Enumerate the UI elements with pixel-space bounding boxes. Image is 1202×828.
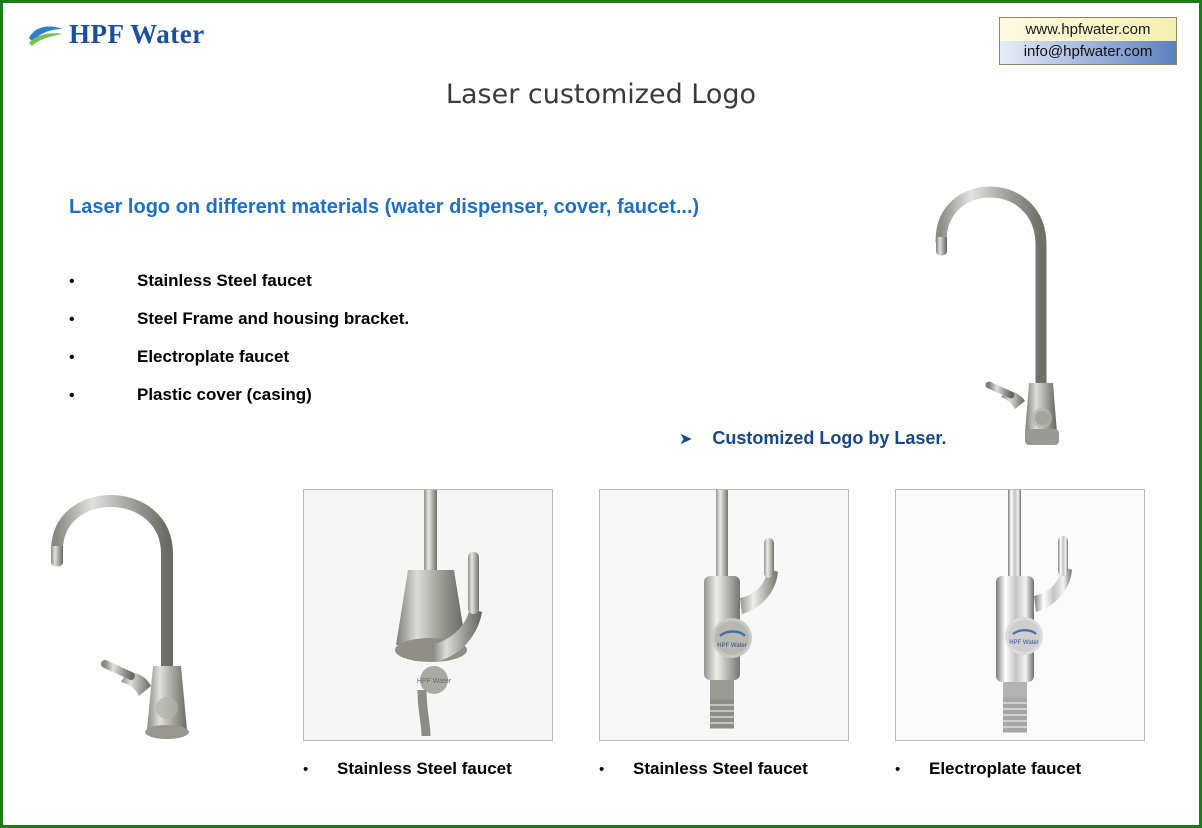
photo-card	[599, 489, 847, 779]
photo-caption	[895, 759, 1143, 779]
stainless-steel-faucet-photo-2	[599, 489, 849, 741]
list-item	[69, 385, 629, 405]
photo-caption	[303, 759, 551, 779]
photo-caption-text: Electroplate faucet	[929, 759, 1082, 778]
svg-text:HPF Water: HPF Water	[1009, 640, 1039, 646]
arrow-bullet-icon: ➤	[679, 431, 693, 448]
list-item-label: Stainless Steel faucet	[137, 271, 312, 290]
page-title: Laser customized Logo	[445, 79, 757, 110]
brand-name: HPF Water	[69, 19, 205, 49]
website-text[interactable]: www.hpfwater.com	[1000, 18, 1176, 41]
list-item-label: Electroplate faucet	[137, 347, 290, 366]
bullet-icon: •	[69, 273, 75, 290]
bullet-icon: •	[599, 761, 605, 778]
bullet-icon: •	[303, 761, 309, 778]
photo-card	[895, 489, 1143, 779]
list-item	[69, 271, 629, 291]
list-item	[69, 347, 629, 367]
customized-logo-note	[679, 428, 946, 449]
section-subtitle: Laser logo on different materials (water dispenser, cover, faucet...)	[69, 196, 700, 218]
list-item-label: Plastic cover (casing)	[137, 385, 312, 404]
customized-logo-note-text: Customized Logo by Laser.	[712, 428, 947, 448]
photo-caption-text: Stainless Steel faucet	[337, 759, 512, 778]
faucet-photo-gallery	[303, 489, 1143, 779]
bullet-icon: •	[69, 387, 75, 404]
photo-caption-text: Stainless Steel faucet	[633, 759, 808, 778]
bullet-icon: •	[69, 311, 75, 328]
gooseneck-faucet-left	[43, 458, 193, 758]
brand-logo	[27, 19, 205, 50]
list-item-label: Steel Frame and housing bracket.	[137, 309, 410, 328]
wave-logo-icon	[27, 20, 65, 50]
stainless-steel-faucet-photo-1	[303, 489, 553, 741]
electroplate-faucet-photo	[895, 489, 1145, 741]
bullet-icon: •	[69, 349, 75, 366]
photo-card	[303, 489, 551, 779]
email-text[interactable]: info@hpfwater.com	[1000, 41, 1176, 64]
gooseneck-faucet-large-right	[929, 133, 1059, 463]
contact-box	[999, 17, 1177, 65]
photo-caption	[599, 759, 847, 779]
svg-text:HPF Water: HPF Water	[717, 643, 747, 649]
bullet-icon: •	[895, 761, 901, 778]
materials-list	[69, 271, 629, 423]
list-item	[69, 309, 629, 329]
svg-text:HPF Water: HPF Water	[416, 678, 452, 685]
